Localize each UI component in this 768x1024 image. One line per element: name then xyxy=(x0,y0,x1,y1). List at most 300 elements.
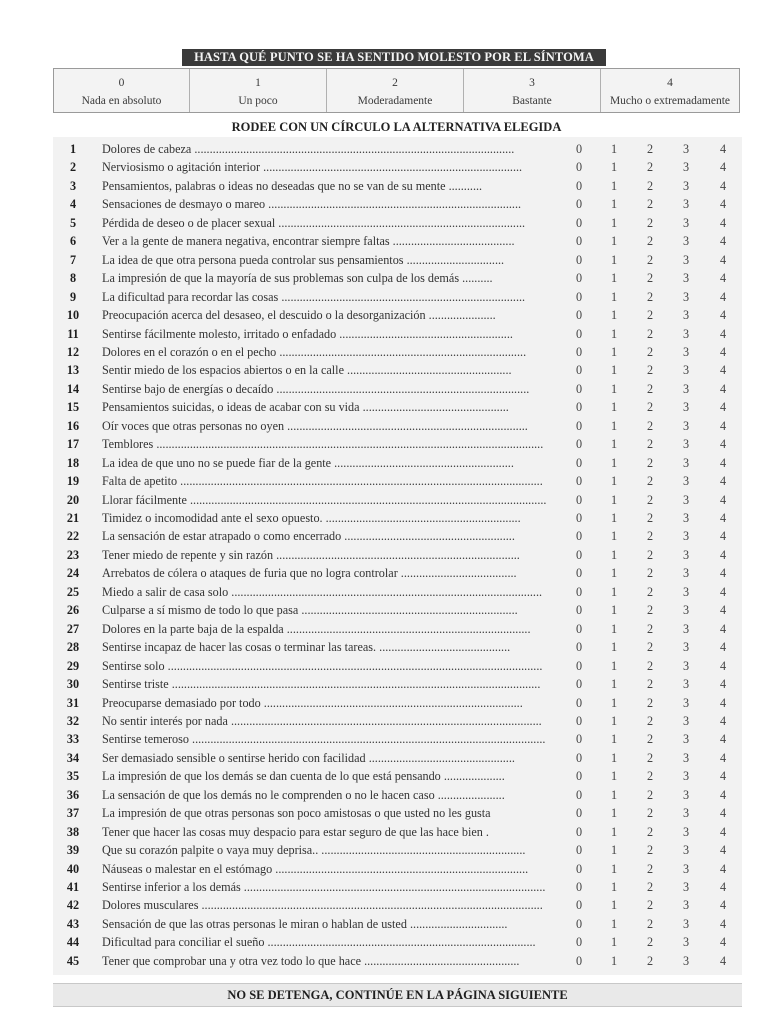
item-text: Tener que comprobar una y otra vez todo lo que hace ................................................... xyxy=(102,953,520,968)
answer-option-2[interactable]: 2 xyxy=(646,787,654,802)
symptom-row xyxy=(53,823,742,841)
symptom-row xyxy=(53,251,742,269)
answer-option-1[interactable]: 1 xyxy=(610,621,618,636)
answer-option-3[interactable]: 3 xyxy=(682,880,690,894)
item-number: 21 xyxy=(66,511,80,525)
answer-option-0[interactable]: 0 xyxy=(575,861,583,876)
symptom-row xyxy=(53,288,742,306)
answer-option-4[interactable]: 4 xyxy=(719,750,727,765)
item-text: La impresión de que los demás se dan cuenta de lo que está pensando .................... xyxy=(102,769,505,784)
answer-option-0[interactable]: 0 xyxy=(575,234,583,249)
item-text: Sentirse fácilmente molesto, irritado o enfadado ......................................................... xyxy=(102,326,513,341)
answer-option-0[interactable]: 0 xyxy=(575,953,583,968)
item-text: Sentirse temeroso .................................................................................................................... xyxy=(102,732,546,747)
symptom-row xyxy=(53,933,742,951)
item-number: 2 xyxy=(69,160,77,175)
answer-option-3[interactable]: 3 xyxy=(682,916,690,931)
answer-option-2[interactable]: 2 xyxy=(646,861,654,876)
answer-option-3[interactable]: 3 xyxy=(682,953,690,968)
symptom-row xyxy=(53,325,742,343)
answer-option-2[interactable]: 2 xyxy=(646,215,654,230)
answer-option-4[interactable]: 4 xyxy=(719,898,727,913)
answer-option-3[interactable]: 3 xyxy=(682,234,690,249)
item-number: 5 xyxy=(69,215,77,230)
item-number: 18 xyxy=(66,455,80,470)
answer-option-1[interactable]: 1 xyxy=(610,492,618,507)
answer-option-3[interactable]: 3 xyxy=(682,769,690,784)
answer-option-2[interactable]: 2 xyxy=(646,289,654,304)
answer-option-3[interactable]: 3 xyxy=(682,492,690,507)
answer-option-0[interactable]: 0 xyxy=(575,455,583,470)
answer-option-1[interactable]: 1 xyxy=(610,289,618,304)
answer-option-2[interactable]: 2 xyxy=(646,344,654,359)
answer-option-4[interactable]: 4 xyxy=(719,935,727,950)
item-number: 16 xyxy=(66,418,80,433)
answer-option-1[interactable]: 1 xyxy=(610,861,618,876)
answer-option-2[interactable]: 2 xyxy=(646,584,654,599)
answer-option-4[interactable]: 4 xyxy=(719,529,727,544)
answer-option-0[interactable]: 0 xyxy=(575,640,583,655)
answer-option-0[interactable]: 0 xyxy=(575,603,583,618)
answer-option-0[interactable]: 0 xyxy=(575,289,583,304)
answer-option-4[interactable]: 4 xyxy=(719,492,727,507)
answer-option-1[interactable]: 1 xyxy=(610,308,618,323)
symptom-row xyxy=(53,306,742,324)
answer-option-2[interactable]: 2 xyxy=(646,492,654,507)
answer-option-3[interactable]: 3 xyxy=(682,178,690,193)
answer-option-2[interactable]: 2 xyxy=(646,437,654,452)
answer-option-3[interactable]: 3 xyxy=(682,455,690,470)
answer-option-4[interactable]: 4 xyxy=(719,695,727,710)
answer-option-3[interactable]: 3 xyxy=(682,418,690,433)
item-number: 30 xyxy=(66,677,80,692)
scale-option-3 xyxy=(464,69,601,112)
item-text: Ser demasiado sensible o sentirse herido con facilidad ................................................ xyxy=(102,750,515,765)
item-number: 14 xyxy=(66,381,80,396)
answer-option-4[interactable]: 4 xyxy=(719,197,727,212)
answer-option-4[interactable]: 4 xyxy=(719,584,727,599)
answer-option-4[interactable]: 4 xyxy=(719,160,727,175)
answer-option-3[interactable]: 3 xyxy=(682,547,690,562)
answer-option-3[interactable]: 3 xyxy=(682,326,690,341)
answer-option-1[interactable]: 1 xyxy=(610,271,618,286)
answer-option-2[interactable]: 2 xyxy=(646,418,654,433)
answer-option-3[interactable]: 3 xyxy=(682,381,690,396)
answer-option-4[interactable]: 4 xyxy=(719,732,727,747)
answer-option-2[interactable]: 2 xyxy=(646,160,654,175)
answer-option-2[interactable]: 2 xyxy=(646,511,654,525)
symptom-row xyxy=(53,601,742,619)
answer-option-0[interactable]: 0 xyxy=(575,381,583,396)
answer-option-4[interactable]: 4 xyxy=(719,363,727,378)
answer-option-1[interactable]: 1 xyxy=(610,418,618,433)
answer-option-2[interactable]: 2 xyxy=(646,953,654,968)
answer-option-3[interactable]: 3 xyxy=(682,787,690,802)
answer-option-2[interactable]: 2 xyxy=(646,898,654,913)
answer-option-4[interactable]: 4 xyxy=(719,824,727,839)
answer-option-4[interactable]: 4 xyxy=(719,178,727,193)
answer-option-4[interactable]: 4 xyxy=(719,713,727,728)
answer-option-0[interactable]: 0 xyxy=(575,769,583,784)
scale-option-2 xyxy=(327,69,464,112)
answer-option-0[interactable]: 0 xyxy=(575,529,583,544)
scale-value: 0 xyxy=(118,77,125,89)
answer-option-1[interactable]: 1 xyxy=(610,787,618,802)
answer-option-3[interactable]: 3 xyxy=(682,529,690,544)
symptom-row xyxy=(53,786,742,804)
answer-option-2[interactable]: 2 xyxy=(646,400,654,415)
answer-option-0[interactable]: 0 xyxy=(575,178,583,193)
answer-option-1[interactable]: 1 xyxy=(610,584,618,599)
answer-option-1[interactable]: 1 xyxy=(610,344,618,359)
answer-option-2[interactable]: 2 xyxy=(646,658,654,673)
answer-option-1[interactable]: 1 xyxy=(610,824,618,839)
symptom-row xyxy=(53,583,742,601)
answer-option-3[interactable]: 3 xyxy=(682,474,690,489)
answer-option-1[interactable]: 1 xyxy=(610,695,618,710)
answer-option-2[interactable]: 2 xyxy=(646,455,654,470)
symptom-row xyxy=(53,343,742,361)
answer-option-0[interactable]: 0 xyxy=(575,824,583,839)
answer-option-0[interactable]: 0 xyxy=(575,566,583,581)
answer-option-1[interactable]: 1 xyxy=(610,566,618,581)
scale-label: Un poco xyxy=(238,95,278,107)
answer-option-3[interactable]: 3 xyxy=(682,142,690,156)
answer-option-4[interactable]: 4 xyxy=(719,511,727,525)
answer-option-0[interactable]: 0 xyxy=(575,160,583,175)
scale-value: 3 xyxy=(529,77,535,89)
answer-option-0[interactable]: 0 xyxy=(575,750,583,765)
answer-option-0[interactable]: 0 xyxy=(575,677,583,692)
answer-option-3[interactable]: 3 xyxy=(682,640,690,655)
item-number: 25 xyxy=(66,584,80,599)
answer-option-1[interactable]: 1 xyxy=(610,160,618,175)
answer-option-2[interactable]: 2 xyxy=(646,529,654,544)
answer-option-4[interactable]: 4 xyxy=(719,400,727,415)
answer-option-0[interactable]: 0 xyxy=(575,252,583,267)
symptom-row xyxy=(53,878,742,896)
answer-option-4[interactable]: 4 xyxy=(719,880,727,894)
item-number: 27 xyxy=(66,621,80,636)
answer-option-3[interactable]: 3 xyxy=(682,160,690,175)
answer-option-3[interactable]: 3 xyxy=(682,400,690,415)
answer-option-2[interactable]: 2 xyxy=(646,750,654,765)
answer-option-4[interactable]: 4 xyxy=(719,437,727,452)
answer-option-4[interactable]: 4 xyxy=(719,381,727,396)
answer-option-1[interactable]: 1 xyxy=(610,953,618,968)
symptom-row xyxy=(53,527,742,545)
answer-option-1[interactable]: 1 xyxy=(610,640,618,655)
symptom-row xyxy=(53,214,742,232)
answer-option-4[interactable]: 4 xyxy=(719,234,727,249)
answer-option-1[interactable]: 1 xyxy=(610,326,618,341)
answer-option-4[interactable]: 4 xyxy=(719,215,727,230)
answer-option-2[interactable]: 2 xyxy=(646,234,654,249)
item-text: Dolores de cabeza ......................................................................................................... xyxy=(102,142,515,156)
answer-option-3[interactable]: 3 xyxy=(682,252,690,267)
answer-option-4[interactable]: 4 xyxy=(719,603,727,618)
answer-option-3[interactable]: 3 xyxy=(682,713,690,728)
answer-option-2[interactable]: 2 xyxy=(646,326,654,341)
answer-option-3[interactable]: 3 xyxy=(682,289,690,304)
answer-option-2[interactable]: 2 xyxy=(646,806,654,821)
answer-option-0[interactable]: 0 xyxy=(575,142,583,156)
answer-option-0[interactable]: 0 xyxy=(575,271,583,286)
answer-option-2[interactable]: 2 xyxy=(646,308,654,323)
answer-option-4[interactable]: 4 xyxy=(719,677,727,692)
answer-option-2[interactable]: 2 xyxy=(646,935,654,950)
answer-option-2[interactable]: 2 xyxy=(646,547,654,562)
answer-option-4[interactable]: 4 xyxy=(719,326,727,341)
answer-option-1[interactable]: 1 xyxy=(610,400,618,415)
answer-option-2[interactable]: 2 xyxy=(646,713,654,728)
answer-option-1[interactable]: 1 xyxy=(610,474,618,489)
answer-option-4[interactable]: 4 xyxy=(719,418,727,433)
answer-option-1[interactable]: 1 xyxy=(610,677,618,692)
item-text: Dolores musculares ................................................................................................................ xyxy=(102,898,543,913)
answer-option-3[interactable]: 3 xyxy=(682,658,690,673)
answer-option-1[interactable]: 1 xyxy=(610,455,618,470)
symptom-row xyxy=(53,712,742,730)
item-text: Llorar fácilmente ..................................................................................................................... xyxy=(102,492,547,507)
answer-option-0[interactable]: 0 xyxy=(575,880,583,894)
answer-option-1[interactable]: 1 xyxy=(610,437,618,452)
answer-option-4[interactable]: 4 xyxy=(719,252,727,267)
item-number: 44 xyxy=(66,935,80,950)
answer-option-0[interactable]: 0 xyxy=(575,511,583,525)
answer-option-2[interactable]: 2 xyxy=(646,381,654,396)
item-number: 24 xyxy=(66,566,80,581)
answer-option-1[interactable]: 1 xyxy=(610,880,618,894)
answer-option-4[interactable]: 4 xyxy=(719,344,727,359)
answer-option-0[interactable]: 0 xyxy=(575,492,583,507)
item-text: Pensamientos suicidas, o ideas de acabar con su vida ................................................ xyxy=(102,400,509,415)
answer-option-2[interactable]: 2 xyxy=(646,252,654,267)
answer-option-0[interactable]: 0 xyxy=(575,584,583,599)
item-text: Dolores en el corazón o en el pecho ................................................................................. xyxy=(102,344,527,359)
answer-option-1[interactable]: 1 xyxy=(610,603,618,618)
answer-option-0[interactable]: 0 xyxy=(575,658,583,673)
answer-option-1[interactable]: 1 xyxy=(610,843,618,858)
answer-option-0[interactable]: 0 xyxy=(575,215,583,230)
answer-option-3[interactable]: 3 xyxy=(682,308,690,323)
answer-option-1[interactable]: 1 xyxy=(610,658,618,673)
answer-option-3[interactable]: 3 xyxy=(682,824,690,839)
answer-option-1[interactable]: 1 xyxy=(610,178,618,193)
item-number: 38 xyxy=(66,824,80,839)
answer-option-3[interactable]: 3 xyxy=(682,621,690,636)
answer-option-0[interactable]: 0 xyxy=(575,806,583,821)
symptom-row xyxy=(53,620,742,638)
answer-option-0[interactable]: 0 xyxy=(575,898,583,913)
answer-option-3[interactable]: 3 xyxy=(682,750,690,765)
item-number: 45 xyxy=(66,953,80,968)
answer-option-1[interactable]: 1 xyxy=(610,935,618,950)
answer-option-3[interactable]: 3 xyxy=(682,344,690,359)
answer-option-2[interactable]: 2 xyxy=(646,695,654,710)
answer-option-0[interactable]: 0 xyxy=(575,197,583,212)
answer-option-3[interactable]: 3 xyxy=(682,437,690,452)
answer-option-4[interactable]: 4 xyxy=(719,843,727,858)
answer-option-3[interactable]: 3 xyxy=(682,566,690,581)
answer-option-3[interactable]: 3 xyxy=(682,363,690,378)
answer-option-1[interactable]: 1 xyxy=(610,806,618,821)
answer-option-2[interactable]: 2 xyxy=(646,363,654,378)
answer-option-2[interactable]: 2 xyxy=(646,197,654,212)
answer-option-2[interactable]: 2 xyxy=(646,843,654,858)
answer-option-1[interactable]: 1 xyxy=(610,732,618,747)
answer-option-0[interactable]: 0 xyxy=(575,400,583,415)
answer-option-4[interactable]: 4 xyxy=(719,806,727,821)
answer-option-4[interactable]: 4 xyxy=(719,916,727,931)
symptom-row xyxy=(53,657,742,675)
answer-option-4[interactable]: 4 xyxy=(719,547,727,562)
item-text: No sentir interés por nada ...................................................................................................... xyxy=(102,713,542,728)
scale-label: Mucho o extremadamente xyxy=(609,95,731,107)
answer-option-2[interactable]: 2 xyxy=(646,566,654,581)
answer-option-3[interactable]: 3 xyxy=(682,677,690,692)
answer-option-3[interactable]: 3 xyxy=(682,695,690,710)
item-text: Sensaciones de desmayo o mareo ................................................................................... xyxy=(102,197,522,212)
answer-option-1[interactable]: 1 xyxy=(610,252,618,267)
answer-option-2[interactable]: 2 xyxy=(646,640,654,655)
answer-option-4[interactable]: 4 xyxy=(719,953,727,968)
symptom-row xyxy=(53,749,742,767)
item-number: 31 xyxy=(66,695,80,710)
answer-option-4[interactable]: 4 xyxy=(719,271,727,286)
continue-notice: NO SE DETENGA, CONTINÚE EN LA PÁGINA SIGUIENTE xyxy=(53,983,742,1007)
answer-option-1[interactable]: 1 xyxy=(610,381,618,396)
answer-option-1[interactable]: 1 xyxy=(610,529,618,544)
answer-option-2[interactable]: 2 xyxy=(646,271,654,286)
questionnaire-title: HASTA QUÉ PUNTO SE HA SENTIDO MOLESTO POR EL SÍNTOMA xyxy=(182,49,606,66)
symptom-row xyxy=(53,435,742,453)
answer-option-2[interactable]: 2 xyxy=(646,916,654,931)
item-text: Temblores ............................................................................................................................... xyxy=(102,437,544,452)
symptom-row xyxy=(53,417,742,435)
answer-option-3[interactable]: 3 xyxy=(682,197,690,212)
answer-option-1[interactable]: 1 xyxy=(610,363,618,378)
answer-option-2[interactable]: 2 xyxy=(646,621,654,636)
answer-option-3[interactable]: 3 xyxy=(682,732,690,747)
symptom-row xyxy=(53,675,742,693)
answer-option-2[interactable]: 2 xyxy=(646,603,654,618)
answer-option-4[interactable]: 4 xyxy=(719,455,727,470)
answer-option-1[interactable]: 1 xyxy=(610,511,618,525)
answer-option-1[interactable]: 1 xyxy=(610,750,618,765)
answer-option-4[interactable]: 4 xyxy=(719,566,727,581)
answer-option-2[interactable]: 2 xyxy=(646,677,654,692)
answer-option-3[interactable]: 3 xyxy=(682,843,690,858)
answer-option-0[interactable]: 0 xyxy=(575,344,583,359)
answer-option-2[interactable]: 2 xyxy=(646,474,654,489)
answer-option-3[interactable]: 3 xyxy=(682,584,690,599)
answer-option-0[interactable]: 0 xyxy=(575,437,583,452)
rating-scale-legend xyxy=(53,68,740,113)
answer-option-3[interactable]: 3 xyxy=(682,935,690,950)
answer-option-4[interactable]: 4 xyxy=(719,621,727,636)
answer-option-2[interactable]: 2 xyxy=(646,142,654,156)
item-number: 35 xyxy=(66,769,80,784)
answer-option-4[interactable]: 4 xyxy=(719,474,727,489)
item-number: 19 xyxy=(66,474,80,489)
answer-option-0[interactable]: 0 xyxy=(575,308,583,323)
item-number: 3 xyxy=(69,178,77,193)
symptom-row xyxy=(53,804,742,822)
answer-option-3[interactable]: 3 xyxy=(682,898,690,913)
answer-option-0[interactable]: 0 xyxy=(575,326,583,341)
symptom-row xyxy=(53,491,742,509)
answer-option-0[interactable]: 0 xyxy=(575,621,583,636)
answer-option-2[interactable]: 2 xyxy=(646,178,654,193)
answer-option-0[interactable]: 0 xyxy=(575,713,583,728)
item-text: La sensación de que los demás no le comprenden o no le hacen caso ...................... xyxy=(102,787,505,802)
answer-option-0[interactable]: 0 xyxy=(575,732,583,747)
answer-option-2[interactable]: 2 xyxy=(646,769,654,784)
item-number: 33 xyxy=(66,732,80,747)
answer-option-1[interactable]: 1 xyxy=(610,234,618,249)
answer-option-4[interactable]: 4 xyxy=(719,658,727,673)
answer-option-4[interactable]: 4 xyxy=(719,142,727,156)
instruction-text: RODEE CON UN CÍRCULO LA ALTERNATIVA ELEGIDA xyxy=(231,120,562,134)
answer-option-3[interactable]: 3 xyxy=(682,215,690,230)
item-number: 1 xyxy=(69,142,77,156)
answer-option-4[interactable]: 4 xyxy=(719,861,727,876)
item-text: La impresión de que otras personas son poco amistosas o que usted no les gusta xyxy=(102,806,491,821)
answer-option-3[interactable]: 3 xyxy=(682,806,690,821)
answer-option-2[interactable]: 2 xyxy=(646,880,654,894)
answer-option-0[interactable]: 0 xyxy=(575,547,583,562)
answer-option-0[interactable]: 0 xyxy=(575,843,583,858)
item-text: Náuseas o malestar en el estómago ................................................................................... xyxy=(102,861,529,876)
answer-option-1[interactable]: 1 xyxy=(610,916,618,931)
symptom-row xyxy=(53,564,742,582)
answer-option-1[interactable]: 1 xyxy=(610,769,618,784)
answer-option-4[interactable]: 4 xyxy=(719,308,727,323)
item-text: Culparse a sí mismo de todo lo que pasa ....................................................................... xyxy=(102,603,518,618)
answer-option-2[interactable]: 2 xyxy=(646,824,654,839)
answer-option-1[interactable]: 1 xyxy=(610,547,618,562)
scale-label: Nada en absoluto xyxy=(81,95,162,107)
answer-option-0[interactable]: 0 xyxy=(575,418,583,433)
answer-option-4[interactable]: 4 xyxy=(719,640,727,655)
answer-option-3[interactable]: 3 xyxy=(682,861,690,876)
answer-option-2[interactable]: 2 xyxy=(646,732,654,747)
answer-option-1[interactable]: 1 xyxy=(610,142,618,156)
item-number: 15 xyxy=(66,400,80,415)
answer-option-4[interactable]: 4 xyxy=(719,787,727,802)
answer-option-1[interactable]: 1 xyxy=(610,215,618,230)
scale-option-1 xyxy=(190,69,327,112)
answer-option-0[interactable]: 0 xyxy=(575,935,583,950)
item-text: Timidez o incomodidad ante el sexo opuesto. ................................................................ xyxy=(102,511,521,525)
answer-option-1[interactable]: 1 xyxy=(610,898,618,913)
answer-option-0[interactable]: 0 xyxy=(575,787,583,802)
answer-option-1[interactable]: 1 xyxy=(610,713,618,728)
answer-option-3[interactable]: 3 xyxy=(682,511,690,525)
answer-option-4[interactable]: 4 xyxy=(719,769,727,784)
answer-option-3[interactable]: 3 xyxy=(682,271,690,286)
answer-option-0[interactable]: 0 xyxy=(575,695,583,710)
answer-option-3[interactable]: 3 xyxy=(682,603,690,618)
answer-option-4[interactable]: 4 xyxy=(719,289,727,304)
answer-option-1[interactable]: 1 xyxy=(610,197,618,212)
item-text: La impresión de que la mayoría de sus problemas son culpa de los demás .......... xyxy=(102,271,493,286)
answer-option-0[interactable]: 0 xyxy=(575,363,583,378)
answer-option-0[interactable]: 0 xyxy=(575,474,583,489)
answer-option-0[interactable]: 0 xyxy=(575,916,583,931)
item-text: Sentirse incapaz de hacer las cosas o terminar las tareas. ........................................... xyxy=(102,640,511,655)
